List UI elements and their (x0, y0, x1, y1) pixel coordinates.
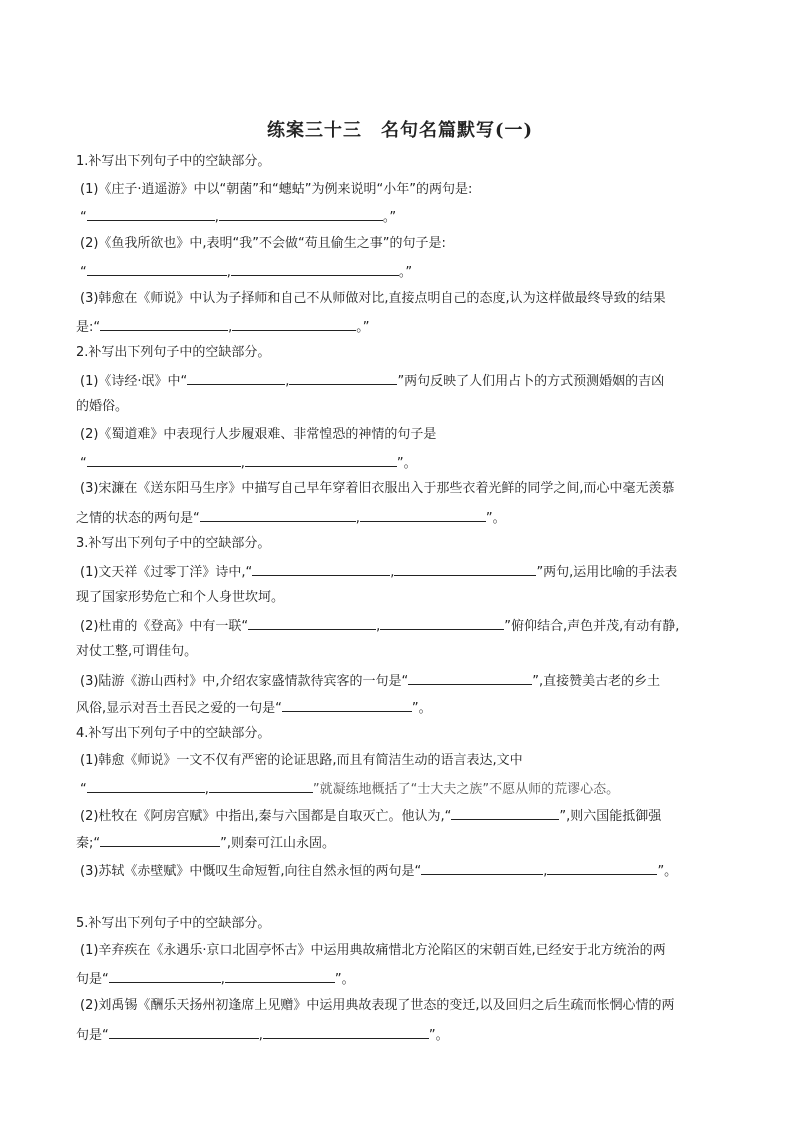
answer-blank[interactable] (380, 616, 504, 630)
answer-blank[interactable] (245, 453, 397, 467)
s1-q3-answer-line: 是:“ , 。” (76, 317, 724, 336)
answer-blank[interactable] (451, 806, 559, 820)
s4-q1-line1: (1)韩愈《师说》一文不仅有严密的论证思路,而且有简洁生动的语言表达,文中 (80, 753, 523, 768)
s5-q2-line1: (2)刘禹锡《酬乐天扬州初逢席上见赠》中运用典故表现了世态的变迁,以及回归之后生疏而怅惘心情的两 (80, 998, 675, 1013)
answer-blank[interactable] (547, 861, 657, 875)
answer-blank[interactable] (289, 371, 397, 385)
s5-q1-line1: (1)辛弃疾在《永遇乐·京口北固亭怀古》中运用典故痛惜北方沦陷区的宋朝百姓,已经安于北方统治的两 (80, 943, 666, 958)
s2-q3-line2: 之情的状态的两句是“ , ”。 (76, 508, 724, 527)
s3-q2-line2: 对仗工整,可谓佳句。 (76, 644, 198, 659)
s4-q2-line2: 秦;“ ”,则秦可江山永固。 (76, 833, 724, 852)
answer-blank[interactable] (282, 698, 412, 712)
answer-blank[interactable] (109, 969, 221, 983)
answer-blank[interactable] (87, 779, 205, 793)
s3-q2-line1: (2)杜甫的《登高》中有一联“ , ”俯仰结合,声色并茂,有动有静, (80, 616, 728, 635)
answer-blank[interactable] (252, 562, 390, 576)
s1-q1-answer-line: “ , 。” (80, 207, 728, 226)
s3-q3-line2: 风俗,显示对吾土吾民之爱的一句是“ ”。 (76, 698, 724, 717)
s1-q3-prompt: (3)韩愈在《师说》中认为子择师和自己不从师做对比,直接点明自己的态度,认为这样做最终导致的结果 (80, 291, 666, 306)
answer-blank[interactable] (209, 779, 313, 793)
s2-q3-line1: (3)宋濂在《送东阳马生序》中描写自己早年穿着旧衣服出入于那些衣着光鲜的同学之间,而心中毫无羡慕 (80, 481, 675, 496)
answer-blank[interactable] (87, 262, 227, 276)
answer-blank[interactable] (408, 671, 532, 685)
s1-q2-prompt: (2)《鱼我所欲也》中,表明“我”不会做“苟且偷生之事”的句子是: (80, 236, 446, 251)
section-2-heading: 2.补写出下列句子中的空缺部分。 (76, 345, 271, 360)
answer-blank[interactable] (263, 1025, 429, 1039)
answer-blank[interactable] (100, 317, 228, 331)
section-4-heading: 4.补写出下列句子中的空缺部分。 (76, 726, 271, 741)
answer-blank[interactable] (225, 969, 335, 983)
s2-q1-line1: (1)《诗经·氓》中“ , ”两句反映了人们用占卜的方式预测婚姻的吉凶 (80, 371, 728, 390)
answer-blank[interactable] (232, 317, 356, 331)
section-5-heading: 5.补写出下列句子中的空缺部分。 (76, 916, 271, 931)
s3-q1-line2: 现了国家形势危亡和个人身世坎坷。 (76, 590, 285, 605)
s3-q3-line1: (3)陆游《游山西村》中,介绍农家盛情款待宾客的一句是“ ”,直接赞美古老的乡土 (80, 671, 728, 690)
answer-blank[interactable] (100, 833, 220, 847)
section-3-heading: 3.补写出下列句子中的空缺部分。 (76, 536, 271, 551)
s2-q2-prompt: (2)《蜀道难》中表现行人步履艰难、非常惶恐的神情的句子是 (80, 427, 437, 442)
page-title: 练案三十三 名句名篇默写(一) (266, 120, 534, 141)
s4-q1-line2: “ , ”就凝练地概括了“士大夫之族”不愿从师的荒谬心态。 (80, 779, 728, 798)
answer-blank[interactable] (87, 207, 215, 221)
section-1-heading: 1.补写出下列句子中的空缺部分。 (76, 154, 271, 169)
s5-q1-line2: 句是“ , ”。 (76, 969, 724, 988)
s3-q1-line1: (1)文天祥《过零丁洋》诗中,“ , ”两句,运用比喻的手法表 (80, 562, 728, 581)
answer-blank[interactable] (109, 1025, 259, 1039)
answer-blank[interactable] (87, 453, 241, 467)
s2-q1-line2: 的婚俗。 (76, 399, 129, 414)
answer-blank[interactable] (200, 508, 356, 522)
s1-q1-prompt: (1)《庄子·逍遥游》中以“朝菌”和“蟪蛄”为例来说明“小年”的两句是: (80, 182, 473, 197)
s4-q3-line1: (3)苏轼《赤壁赋》中慨叹生命短暂,向往自然永恒的两句是“ , ”。 (80, 861, 728, 880)
answer-blank[interactable] (394, 562, 536, 576)
s2-q2-answer-line: “ , ”。 (80, 453, 728, 472)
s4-q2-line1: (2)杜牧在《阿房宫赋》中指出,秦与六国都是自取灭亡。他认为,“ ”,则六国能抵御强 (80, 806, 728, 825)
answer-blank[interactable] (231, 262, 399, 276)
s1-q2-answer-line: “ , 。” (80, 262, 728, 281)
answer-blank[interactable] (360, 508, 486, 522)
answer-blank[interactable] (219, 207, 383, 221)
answer-blank[interactable] (421, 861, 543, 875)
answer-blank[interactable] (187, 371, 285, 385)
answer-blank[interactable] (248, 616, 376, 630)
s5-q2-line2: 句是“ , ”。 (76, 1025, 724, 1044)
